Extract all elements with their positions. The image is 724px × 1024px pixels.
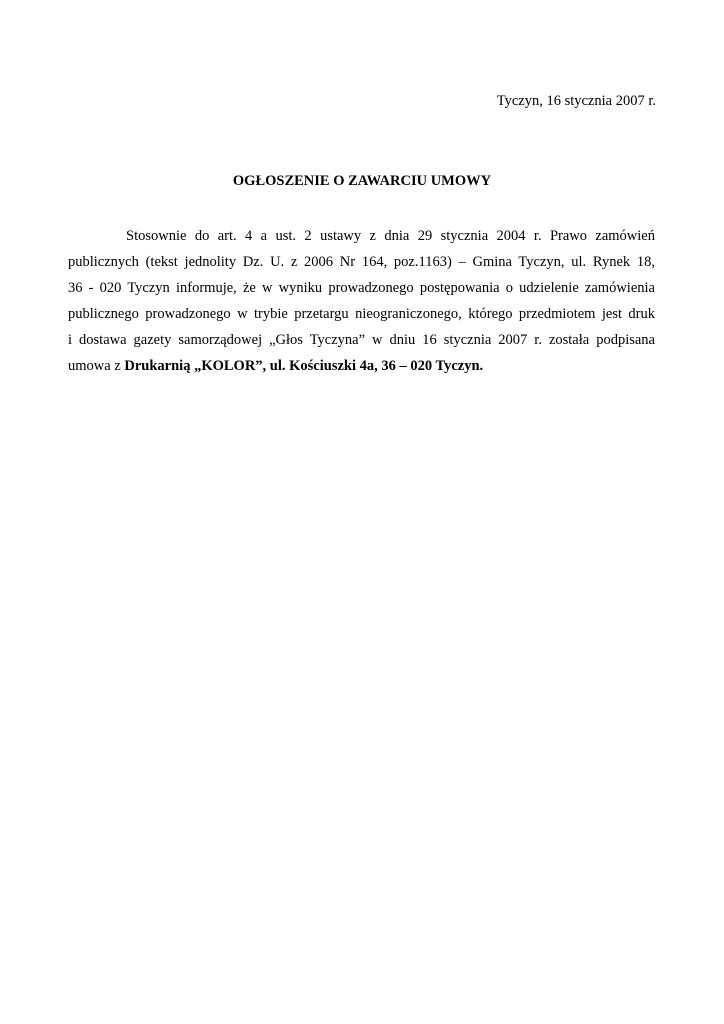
paragraph-last-line bbox=[68, 356, 655, 382]
paragraph-line: publicznego prowadzonego w trybie przetargu nieograniczonego, którego przedmiotem jest druk bbox=[68, 306, 655, 322]
last-line-prefix: umowa z bbox=[68, 358, 125, 374]
paragraph-line: publicznych (tekst jednolity Dz. U. z 2006 Nr 164, poz.1163) – Gmina Tyczyn, ul. Rynek 18, bbox=[68, 254, 655, 270]
body-paragraph bbox=[68, 226, 655, 382]
paragraph-line: 36 - 020 Tyczyn informuje, że w wyniku prowadzonego postępowania o udzielenie zamówienia bbox=[68, 280, 655, 296]
paragraph-line: Stosownie do art. 4 a ust. 2 ustawy z dnia 29 stycznia 2004 r. Prawo zamówień bbox=[126, 228, 655, 244]
date-line: Tyczyn, 16 stycznia 2007 r. bbox=[496, 93, 656, 109]
document-title: OGŁOSZENIE O ZAWARCIU UMOWY bbox=[232, 173, 492, 189]
paragraph-line: i dostawa gazety samorządowej „Głos Tyczyna” w dniu 16 stycznia 2007 r. została podpisana bbox=[68, 332, 655, 348]
contractor-name: Drukarnią „KOLOR”, ul. Kościuszki 4a, 36 – 020 Tyczyn. bbox=[124, 358, 484, 374]
